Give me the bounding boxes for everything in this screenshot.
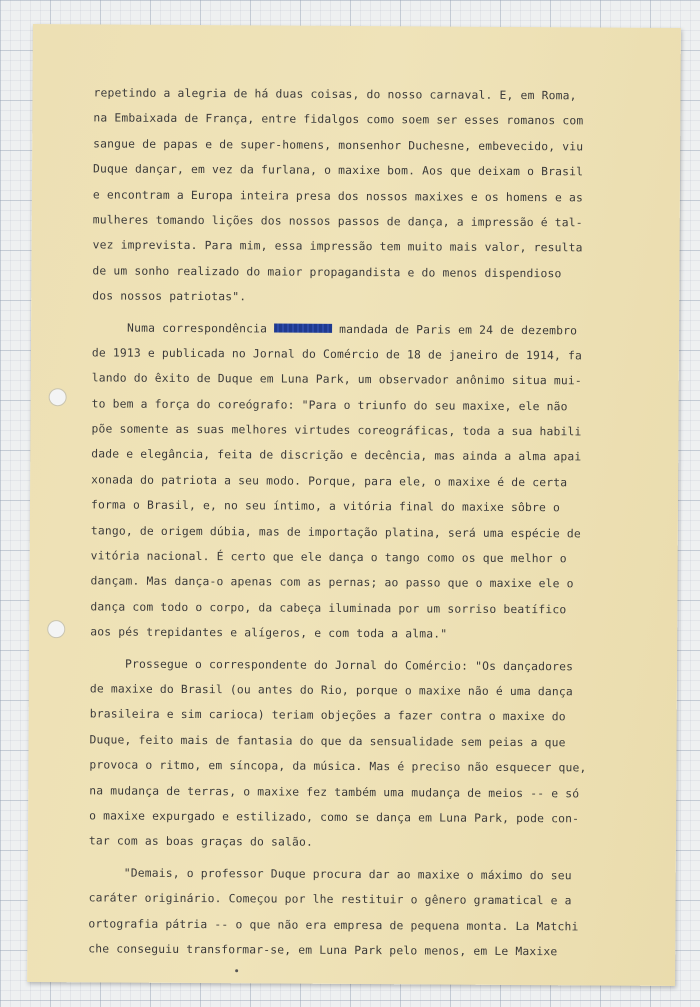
text-line: mulheres tomando lições dos nossos passos de dança, a impressão é tal- bbox=[92, 213, 583, 230]
text-line: sangue de papas e de super-homens, monsenhor Duchesne, embevecido, viu bbox=[93, 137, 584, 154]
text-line: na mudança de terras, o maxixe fez também uma mudança de meios -- e só bbox=[89, 783, 580, 800]
punch-hole bbox=[47, 620, 65, 638]
text-line: dança com todo o corpo, da cabeça iluminada por um sorriso beatífico bbox=[90, 600, 567, 617]
text-line: provoca o ritmo, em síncopa, da música. Mas é preciso não esquecer que, bbox=[89, 758, 587, 775]
text-line: ortografia pátria -- o que não era empresa de pequena monta. La Matchi bbox=[88, 916, 579, 933]
text-fragment: Numa correspondência bbox=[92, 320, 275, 336]
text-line: che conseguiu transformar-se, em Luna Park pelo menos, em Le Maxixe bbox=[88, 942, 558, 959]
text-line: o maxixe expurgado e estilizado, como se dança em Luna Park, pode con- bbox=[89, 809, 580, 826]
text-line bbox=[92, 315, 666, 344]
punch-hole bbox=[49, 388, 67, 406]
text-line: lando do êxito de Duque em Luna Park, um observador anônimo situa mui- bbox=[91, 371, 582, 388]
text-line: Duque dançar, em vez da furlana, o maxixe bom. Aos que deixam o Brasil bbox=[93, 162, 584, 179]
page-text bbox=[88, 80, 667, 965]
redaction-mark bbox=[274, 323, 332, 332]
text-line: de maxixe do Brasil (ou antes do Rio, porque o maxixe não é uma dança bbox=[89, 682, 573, 699]
text-line: tango, de origem dúbia, mas de importação platina, será uma espécie de bbox=[90, 524, 581, 541]
text-fragment: mandada de Paris em 24 de dezembro bbox=[332, 322, 578, 337]
text-line: forma o Brasil, e, no seu íntimo, a vitória final do maxixe sôbre o bbox=[90, 498, 561, 515]
text-line: tar com as boas graças do salão. bbox=[88, 834, 314, 850]
text-line: põe somente as suas melhores virtudes coreográficas, toda a sua habili bbox=[91, 422, 582, 439]
text-line: caráter originário. Começou por lhe restituir o gênero gramatical e a bbox=[88, 891, 572, 908]
text-line: Duque, feito mais de fantasia do que da sensualidade sem peias a que bbox=[89, 733, 566, 750]
text-line: repetindo a alegria de há duas coisas, do nosso carnaval. E, em Roma, bbox=[93, 86, 577, 103]
text-line: dade e elegância, feita de discrição e decência, mas ainda a alma apai bbox=[91, 447, 582, 464]
ink-speck bbox=[235, 969, 238, 972]
text-line: dos nossos patriotas". bbox=[92, 289, 247, 304]
text-line: to bem a força do coreógrafo: "Para o triunfo do seu maxixe, ele não bbox=[91, 397, 568, 413]
text-line: na Embaixada de França, entre fidalgos como soem ser esses romanos com bbox=[93, 111, 584, 128]
text-line: e encontram a Europa inteira presa dos nossos maxixes e os homens e as bbox=[92, 187, 584, 204]
text-line: vitória nacional. É certo que ele dança o tango como os que melhor o bbox=[90, 549, 567, 566]
text-line: dançam. Mas dança-o apenas com as pernas; ao passo que o maxixe ele o bbox=[90, 574, 574, 591]
text-line: xonada do patriota a seu modo. Porque, para ele, o maxixe é de certa bbox=[91, 473, 568, 490]
typewritten-page bbox=[27, 24, 681, 986]
text-line: aos pés trepidantes e alígeros, e com toda a alma." bbox=[90, 625, 448, 641]
text-line: vez imprevista. Para mim, essa impressão tem muito mais valor, resulta bbox=[92, 238, 583, 255]
text-line: "Demais, o professor Duque procura dar ao maxixe o máximo do seu bbox=[88, 866, 572, 883]
text-line: Prossegue o correspondente do Jornal do Comércio: "Os dançadores bbox=[89, 656, 574, 673]
text-line: brasileira e sim carioca) teriam objeções a fazer contra o maxixe do bbox=[89, 707, 566, 724]
text-line: de 1913 e publicada no Jornal do Comércio de 18 de janeiro de 1914, fa bbox=[91, 346, 583, 363]
text-line: de um sonho realizado do maior propagandista e do menos dispendioso bbox=[92, 264, 562, 280]
